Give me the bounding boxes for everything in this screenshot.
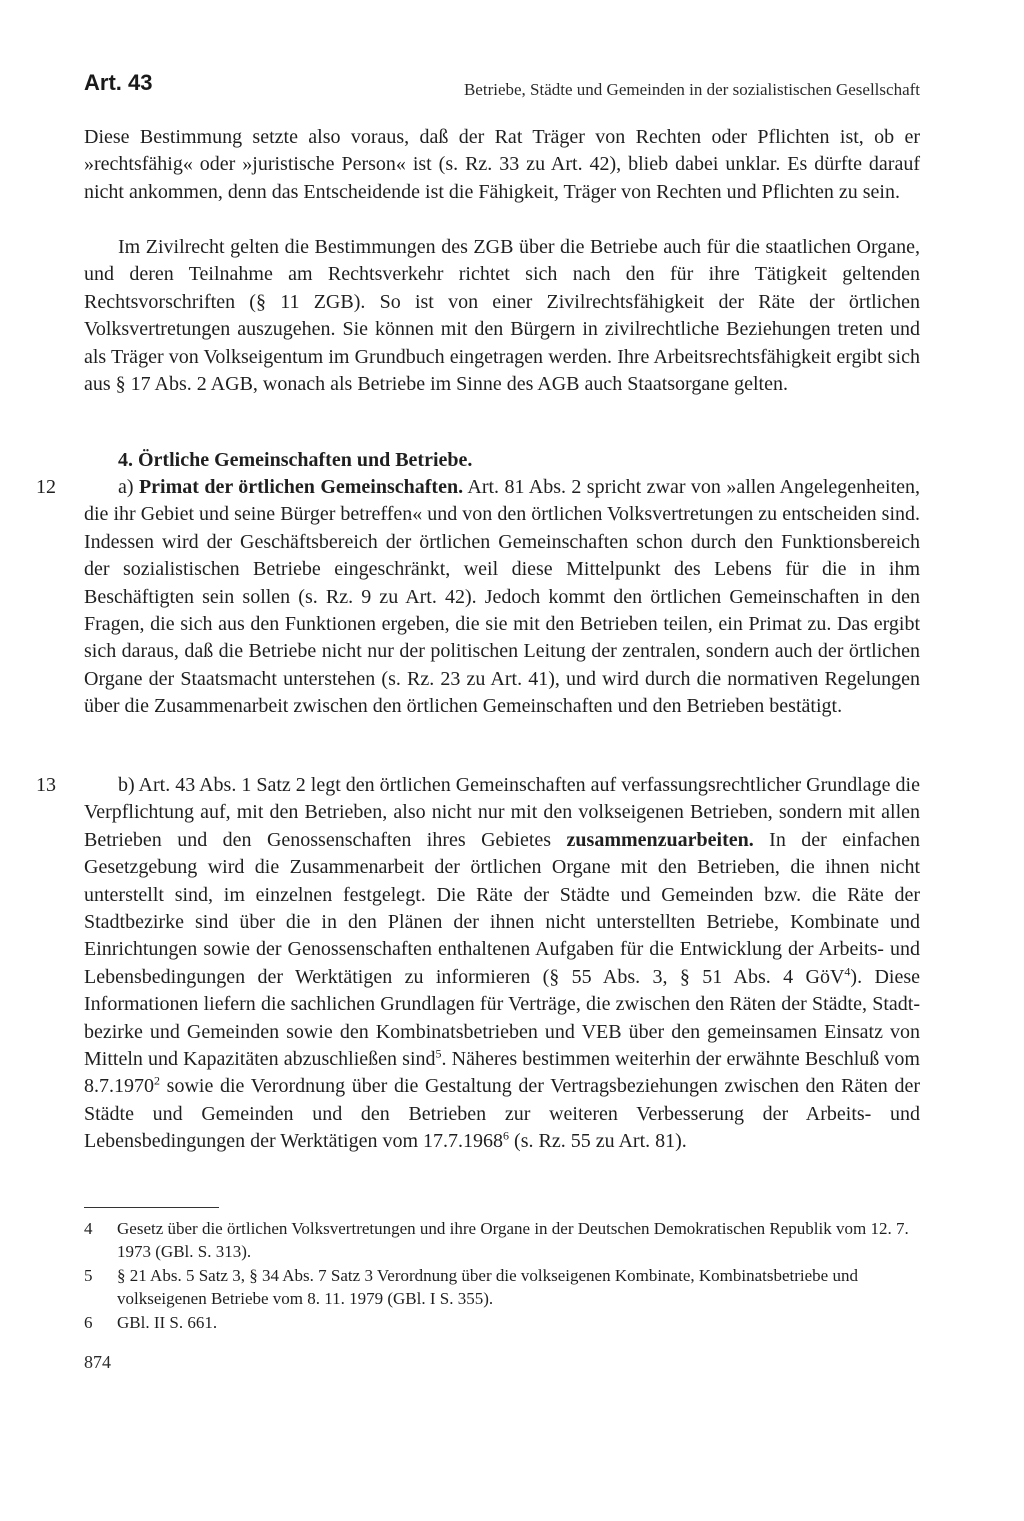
paragraph-body: In der einfachen Gesetzgebung wird die Zusammenarbeit der örtlichen Organe mit den Betrieben, die ihnen nicht unterstellt sind, im einzelnen festgelegt. Die Räte der Städte und Gemeinden bzw. die Räte der Stadtbezirke sind über die in den Plänen der ihnen nicht unterstellten Betriebe, Kombinate und Einrichtungen sowie der Genossenschaften enthaltenen Aufgaben für die Entwicklung der Arbeits- und Lebensbedingungen der Werktätigen zu informieren (§ 55 Abs. 3, § 51 Abs. 4 GöV [84,828,920,988]
paragraph-primat [84,474,920,721]
article-heading: Art. 43 [84,70,153,95]
paragraph-body: sowie die Verordnung über die Gestaltung der Vertragsbeziehungen zwischen den Räten der Städte und Gemeinden und den Betrieben zur weiteren Verbesserung der Arbeits- und Lebensbedingungen der Werktätigen vom 17.7.1968 [84,1075,920,1153]
margin-number: 13 [36,774,56,796]
paragraph-body: Art. 81 Abs. 2 spricht zwar von »allen Angelegenheiten, die ihr Gebiet und seine Bürger betreffen« und von den örtlichen Volksvertretungen zu entscheiden sind. Indessen wird der Geschäftsbereich der örtlichen Gemeinschaften schon durch den Funktionsbereich der sozialistischen Betriebe eingeschränkt, weil diese Mittelpunkt des Lebens für die in ihm Beschäftigten sein sollen (s. Rz. 9 zu Art. 42). Jedoch kommt den örtlichen Gemeinschaften in den Fragen, die sich aus den Funktionen ergeben, die sie mit den Betrieben teilen, ein Primat zu. Das ergibt sich daraus, daß die Betriebe nicht nur der politischen Leitung der zentralen, sondern auch der örtlichen Organe der Staatsmacht unterstehen (s. Rz. 23 zu Art. 41), und wird durch die normativen Regelungen über die Zusammenarbeit zwischen den örtlichen Gemeinschaften und den Betrieben bestätigt. [84,476,920,718]
footnote-ref[interactable]: 2 [154,1073,160,1088]
footnote-item [84,1311,920,1334]
paragraph-body: b) Art. 43 Abs. 1 Satz 2 legt den örtlichen Gemeinschaften auf verfassungsrechtlicher Grundlage die Verpflichtung auf, mit den Betrieben, also nicht nur mit den volkseigenen Betrieben, sondern mit allen Betrieben und den Genossenschaften ihres Gebietes [84,774,920,851]
footnote-number: 4 [84,1219,93,1238]
footnote-item [84,1217,920,1263]
paragraph-body: ). Diese Informationen liefern die sachlichen Grundlagen für Verträge, die zwischen den Räten der Städte, Stadtbezirke und Gemeinden sowie den Kombinatsbetrieben und VEB über den gemeinsamen Einsatz von Mitteln und Kapazitäten abzuschließen sind [84,965,920,1071]
footnote-number: 5 [84,1266,93,1285]
footnote-divider [84,1207,219,1208]
paragraph-civil-law [84,234,920,398]
paragraph-body: (s. Rz. 55 zu Art. 81). [509,1130,687,1153]
paragraph-continuation [84,124,920,206]
page-number: 874 [84,1352,111,1372]
paragraph-bold-heading: Primat der örtlichen Gemeinschaften. [138,476,464,498]
paragraph-text [84,474,920,721]
footnote-number: 6 [84,1313,93,1332]
paragraph-cooperation [84,772,920,1156]
running-header: Betriebe, Städte und Gemeinden in der sozialistischen Gesellschaft [463,80,920,99]
footnote-ref[interactable]: 6 [503,1128,510,1143]
footnote-text: GBl. II S. 661. [117,1313,218,1332]
paragraph-body: . Näheres bestimmen weiterhin der erwähnte Beschluß vom 8.7.1970 [84,1048,920,1098]
footnote-ref[interactable]: 4 [844,964,851,979]
section-heading: 4. Örtliche Gemeinschaften und Betriebe. [118,449,473,471]
paragraph-text [84,772,920,1156]
footnote-text: § 21 Abs. 5 Satz 3, § 34 Abs. 7 Satz 3 Verordnung über die volkseigenen Kombinate, Kombinatsbetriebe und volkseigenen Betriebe vom 8. 11. 1979 (GBl. I S. 355). [117,1266,858,1308]
footnote-text: Gesetz über die örtlichen Volksvertretungen und ihre Organe in der Deutschen Demokratischen Republik vom 12. 7. 1973 (GBl. S. 313). [117,1219,909,1261]
margin-number: 12 [36,476,56,498]
footnotes [84,1217,920,1335]
paragraph-bold-term: zusammenzuarbeiten. [566,828,754,851]
paragraph-text: Diese Bestimmung setzte also voraus, daß der Rat Träger von Rechten oder Pflichten ist, ob er »rechtsfähig« oder »juristische Person« ist (s. Rz. 33 zu Art. 42), blieb dabei unklar. Es dürfte darauf nicht ankommen, denn das Entscheidende ist die Fähigkeit, Träger von Rechten und Pflichten zu sein. [84,126,920,203]
paragraph-text: Im Zivilrecht gelten die Bestimmungen des ZGB über die Betriebe auch für die staatlichen Organe, und deren Teilnahme am Rechtsverkehr richtet sich nach den für ihre Tätigkeit geltenden Rechtsvorschriften (§ 11 ZGB). So ist von einer Zivilrechtsfähigkeit der Räte der örtlichen Volksvertretungen auszugehen. Sie können mit den Bürgern in zivilrechtliche Beziehungen treten und als Träger von Volkseigentum im Grundbuch eingetragen werden. Ihre Arbeitsrechtsfähigkeit ergibt sich aus § 17 Abs. 2 AGB, wonach als Betriebe im Sinne des AGB auch Staatsorgane gelten. [84,236,920,396]
footnote-ref[interactable]: 5 [435,1046,442,1061]
paragraph-lead: a) [118,476,139,498]
footnote-item [84,1264,920,1310]
